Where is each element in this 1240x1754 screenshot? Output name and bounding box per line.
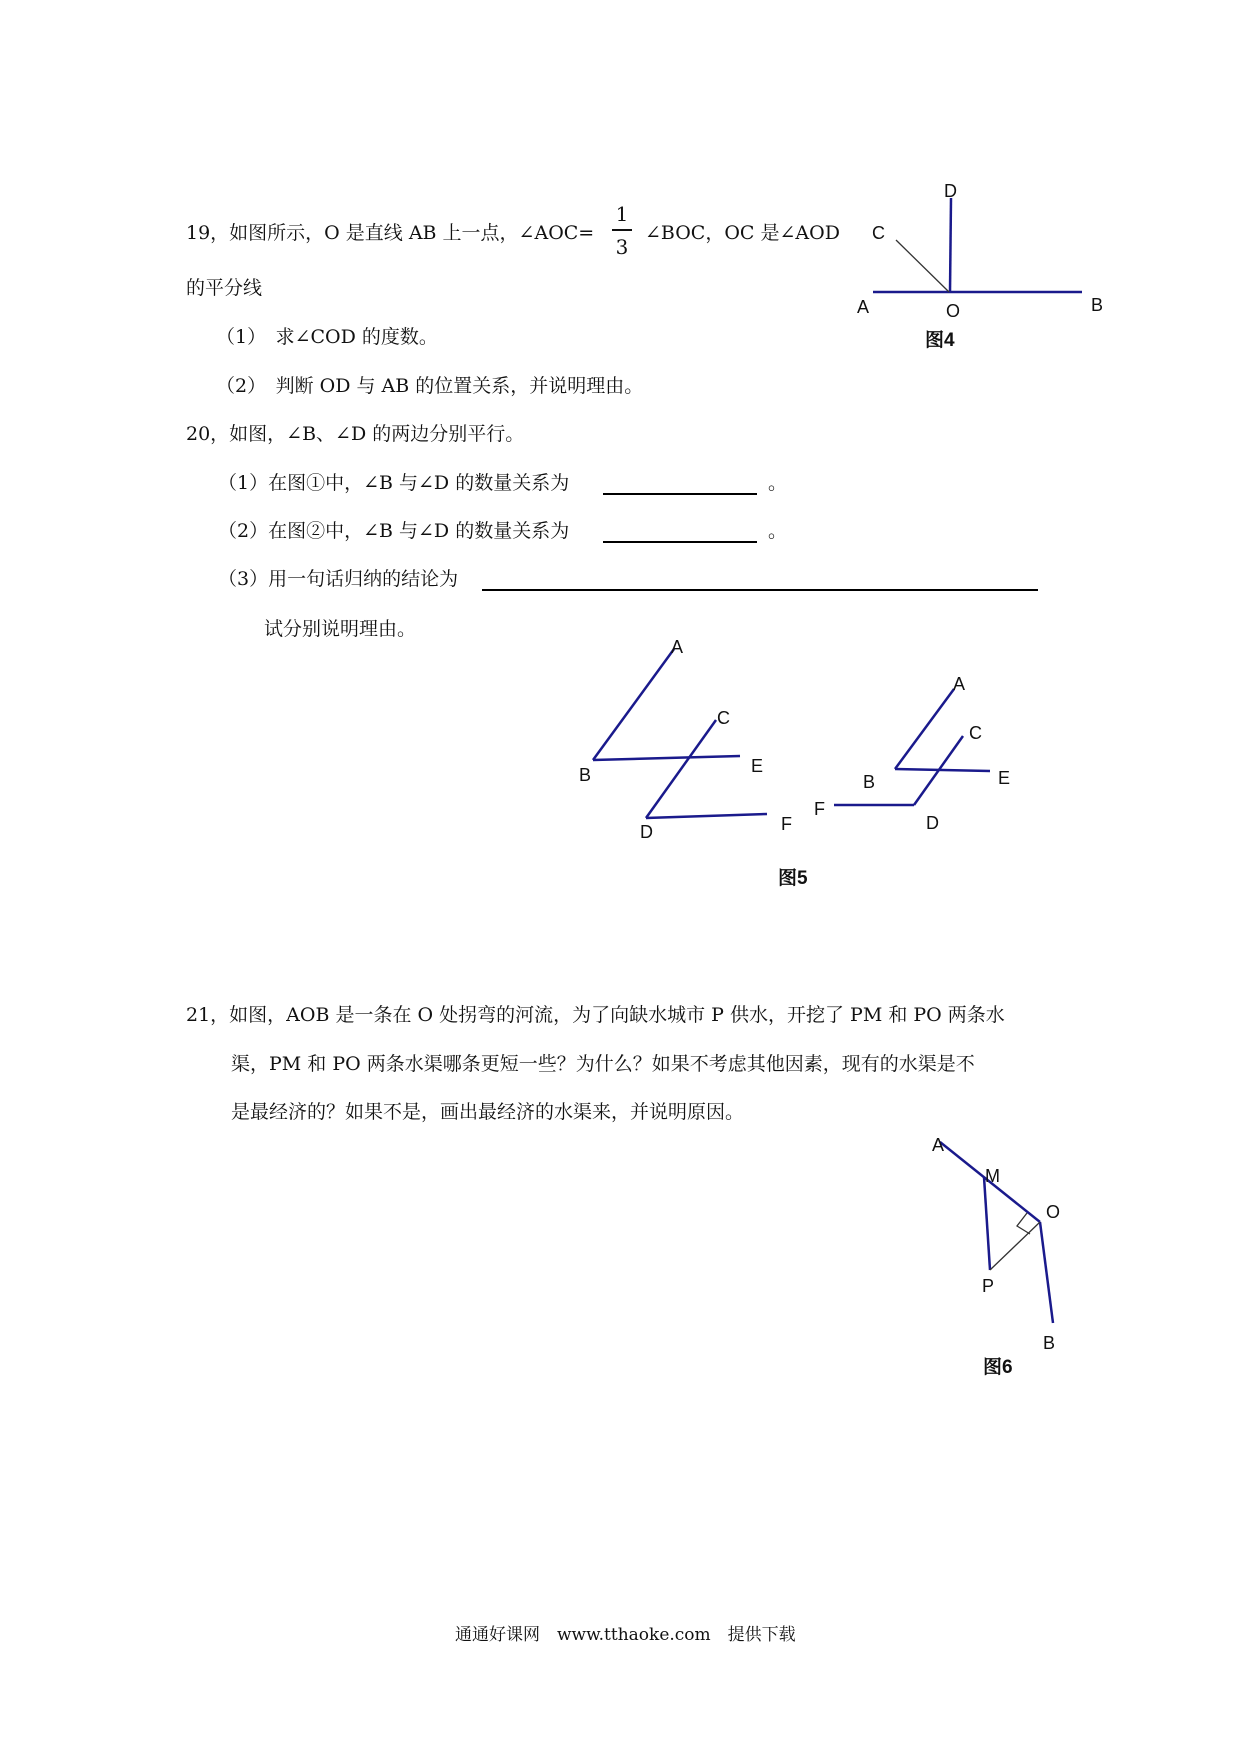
fig6-label-b: B: [1043, 1333, 1056, 1353]
figure-4-diagram: [873, 198, 1082, 292]
q20-part1-end: 。: [768, 472, 788, 494]
fig5b-ray-be: [895, 769, 990, 771]
fig5a-label-b: B: [579, 765, 592, 785]
q20-part3-b: 试分别说明理由。: [264, 618, 417, 640]
fig5a-ray-be: [593, 756, 740, 760]
fig6-label-m: M: [985, 1166, 1000, 1186]
fig6-label-p: P: [982, 1276, 995, 1296]
fig4-ray-od: [950, 198, 951, 292]
fig4-caption: 图4: [925, 330, 955, 351]
q19-part1: （1） 求∠COD 的度数。: [216, 326, 438, 348]
fig5a-ray-df: [646, 814, 767, 818]
fig6-canal-pm: [984, 1177, 990, 1270]
q19-stem-a: 19，如图所示，O 是直线 AB 上一点，∠AOC=: [186, 222, 595, 244]
fig6-canal-po: [990, 1222, 1040, 1270]
fig5a-ray-ba: [593, 649, 674, 760]
q21-line1: 21，如图，AOB 是一条在 O 处拐弯的河流，为了向缺水城市 P 供水，开挖了 PM 和 PO 两条水: [186, 1004, 1005, 1026]
fig6-label-a: A: [932, 1135, 945, 1155]
q19-fraction-denominator: 3: [615, 235, 629, 259]
fig5a-ray-dc: [646, 720, 716, 818]
page-footer: 通通好课网 www.tthaoke.com 提供下载: [455, 1625, 796, 1645]
q19-stem-c: 的平分线: [186, 277, 263, 299]
fig5b-label-f: F: [814, 799, 825, 819]
q19-stem-b: ∠BOC，OC 是∠AOD: [645, 222, 840, 244]
q21-line3: 是最经济的？如果不是，画出最经济的水渠来，并说明原因。: [231, 1101, 745, 1123]
q21-line2: 渠，PM 和 PO 两条水渠哪条更短一些？为什么？如果不考虑其他因素，现有的水渠是不: [231, 1053, 975, 1075]
fig5-caption: 图5: [778, 868, 808, 889]
fig5a-label-a: A: [671, 637, 684, 657]
q20-part1: （1）在图①中，∠B 与∠D 的数量关系为: [218, 472, 570, 494]
fig5a-label-c: C: [717, 708, 730, 728]
figure-5-left-diagram: [593, 649, 767, 818]
fig5b-label-b: B: [863, 772, 876, 792]
fig4-label-d: D: [944, 181, 957, 201]
fig4-label-b: B: [1091, 295, 1104, 315]
fig6-river-ob: [1040, 1222, 1053, 1323]
fig5a-label-f: F: [781, 814, 792, 834]
fig6-caption: 图6: [983, 1357, 1013, 1378]
fig5b-label-a: A: [953, 674, 966, 694]
q20-part2: （2）在图②中，∠B 与∠D 的数量关系为: [218, 520, 570, 542]
fig5b-label-e: E: [998, 768, 1011, 788]
fig6-label-o: O: [1046, 1202, 1061, 1222]
fig6-right-angle-mark: [1017, 1213, 1030, 1234]
q19-part2: （2） 判断 OD 与 AB 的位置关系，并说明理由。: [216, 375, 644, 397]
fig5b-label-d: D: [926, 813, 939, 833]
fig5b-ray-ba: [895, 689, 954, 769]
fig5a-label-d: D: [640, 822, 653, 842]
fig4-ray-oc: [896, 240, 949, 292]
figure-5-right-diagram: [834, 689, 990, 805]
fig4-label-c: C: [872, 223, 885, 243]
fig5b-label-c: C: [969, 723, 982, 743]
q20-part2-end: 。: [768, 520, 788, 542]
q20-stem: 20，如图，∠B、∠D 的两边分别平行。: [186, 423, 525, 445]
q19-fraction-numerator: 1: [615, 202, 629, 226]
fig4-label-o: O: [946, 301, 961, 321]
fig5a-label-e: E: [751, 756, 764, 776]
fig4-label-a: A: [857, 297, 870, 317]
q20-part3: （3）用一句话归纳的结论为: [218, 568, 459, 590]
